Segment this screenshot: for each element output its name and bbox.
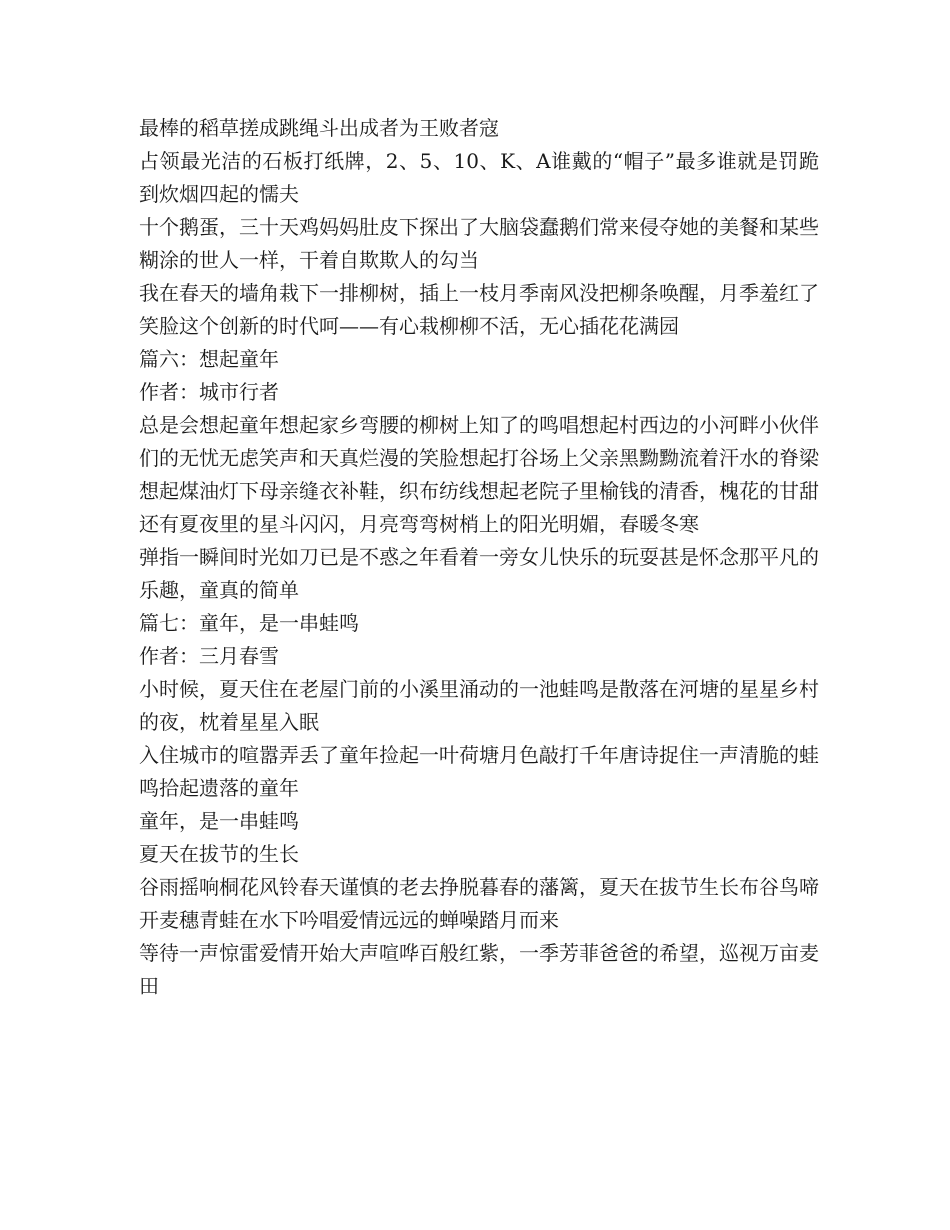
section-heading-7: 篇七：童年，是一串蛙鸣 — [139, 611, 359, 635]
paragraph-12: 等待一声惊雷爱情开始大声喧哗百般红紫，一季芳菲爸爸的希望，巡视万亩麦田 — [139, 941, 819, 998]
paragraph-1: 最棒的稻草搓成跳绳斗出成者为王败者寇 — [139, 116, 499, 140]
paragraph-10: 夏天在拔节的生长 — [139, 842, 299, 866]
paragraph-9: 童年，是一串蛙鸣 — [139, 809, 299, 833]
paragraph-2: 占领最光洁的石板打纸牌，2、5、10、K、A谁戴的“帽子”最多谁就是罚跪到炊烟四起的懦夫 — [139, 149, 819, 206]
paragraph-6: 弹指一瞬间时光如刀已是不惑之年看着一旁女儿快乐的玩耍甚是怀念那平凡的乐趣，童真的简单 — [139, 545, 819, 602]
author-line-7: 作者：三月春雪 — [139, 644, 279, 668]
paragraph-5: 总是会想起童年想起家乡弯腰的柳树上知了的鸣唱想起村西边的小河畔小伙伴们的无忧无虑笑声和天真烂漫的笑脸想起打谷场上父亲黑黝黝流着汗水的脊梁想起煤油灯下母亲缝衣补鞋，织布纺线想起老院子里榆钱的清香，槐花的甘甜还有夏夜里的星斗闪闪，月亮弯弯树梢上的阳光明媚，春暖冬寒 — [139, 413, 819, 536]
document-body — [139, 112, 819, 1003]
paragraph-7: 小时候，夏天住在老屋门前的小溪里涌动的一池蛙鸣是散落在河塘的星星乡村的夜，枕着星星入眠 — [139, 677, 819, 734]
section-heading-6: 篇六：想起童年 — [139, 347, 279, 371]
paragraph-11: 谷雨摇响桐花风铃春天谨慎的老去挣脱暮春的藩篱，夏天在拔节生长布谷鸟啼开麦穗青蛙在水下吟唱爱情远远的蝉噪踏月而来 — [139, 875, 819, 932]
paragraph-3: 十个鹅蛋，三十天鸡妈妈肚皮下探出了大脑袋蠢鹅们常来侵夺她的美餐和某些糊涂的世人一样，干着自欺欺人的勾当 — [139, 215, 819, 272]
paragraph-8: 入住城市的喧嚣弄丢了童年捡起一叶荷塘月色敲打千年唐诗捉住一声清脆的蛙鸣拾起遗落的童年 — [139, 743, 819, 800]
paragraph-4: 我在春天的墙角栽下一排柳树，插上一枝月季南风没把柳条唤醒，月季羞红了笑脸这个创新的时代呵——有心栽柳柳不活，无心插花花满园 — [139, 281, 819, 338]
author-line-6: 作者：城市行者 — [139, 380, 279, 404]
